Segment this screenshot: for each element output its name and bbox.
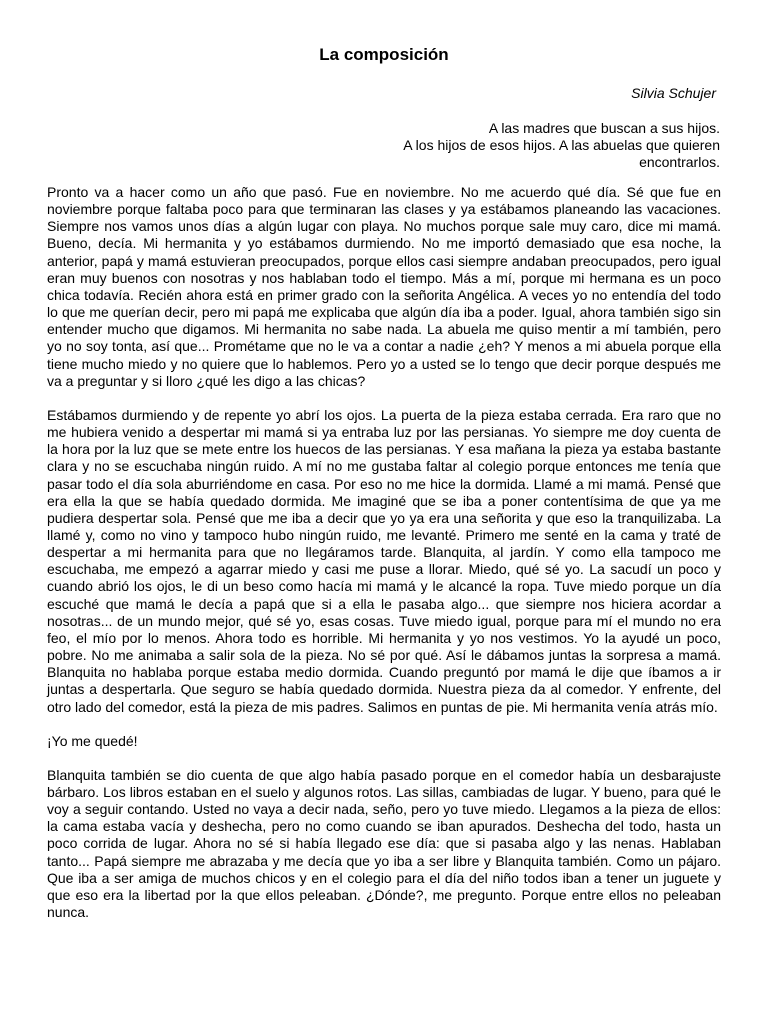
story-paragraph: ¡Yo me quedé! <box>47 732 138 749</box>
story-paragraph: Estábamos durmiendo y de repente yo abrí los ojos. La puerta de la pieza estaba cerrada. Era raro que no me hubiera venido a despertar mi mamá si ya entraba luz por las persianas. Yo siempre me doy cuenta de la hora por la luz que se mete entre los huecos de las persianas. Y esa mañana la pieza ya estaba bastante clara y no se escuchaba ningún ruido. A mí no me gustaba faltar al colegio porque entonces me tenía que pasar todo el día sola aburriéndome en casa. Por eso no me hice la dormida. Llamé a mi mamá. Pensé que era ella la que se había quedado dormida. Me imaginé que se iba a poner contentísima de que ya me pudiera despertar sola. Pensé que me iba a decir que yo ya era una señorita y que eso la tranquilizaba. La llamé y, como no vino y tampoco hubo ningún ruido, me levanté. Primero me senté en la cama y traté de despertar a mi hermanita para que no llegáramos tarde. Blanquita, al jardín. Y como ella tampoco me escuchaba, me empezó a agarrar miedo y casi me puse a llorar. Miedo, qué sé yo. La sacudí un poco y cuando abrió los ojos, le di un beso como hacía mi mamá y le alcancé la ropa. Tuve miedo porque un día escuché que mamá le decía a papá que si a ella le pasaba algo... que siempre nos hiciera acordar a nosotras... de un mundo mejor, qué sé yo, esas cosas. Tuve miedo igual, porque para mí el mundo no era feo, el mío por lo menos. Ahora todo es horrible. Mi hermanita y yo nos vestimos. Yo la ayudé un poco, pobre. No me animaba a salir sola de la pieza. No sé por qué. Así le dábamos juntas la sorpresa a mamá. Blanquita no hablaba porque estaba medio dormida. Cuando preguntó por mamá le dije que íbamos a ir juntas a despertarla. Que seguro se había quedado dormida. Nuestra pieza da al comedor. Y enfrente, del otro lado del comedor, está la pieza de mis padres. Salimos en puntas de pie. Mi hermanita venía atrás mío. <box>47 406 721 715</box>
author-name: Silvia Schujer <box>631 85 716 101</box>
document-title: La composición <box>319 45 449 64</box>
story-paragraph: Blanquita también se dio cuenta de que algo había pasado porque en el comedor había un desbarajuste bárbaro. Los libros estaban en el suelo y algunos rotos. Las sillas, cambiadas de lugar. Y bueno, para qué le voy a seguir contando. Usted no vaya a decir nada, seño, pero yo tuve miedo. Llegamos a la pieza de ellos: la cama estaba vacía y deshecha, pero no como cuando se iban apurados. Deshecha del todo, hasta un poco corrida de lugar. Ahora no sé si había llegado ese día: que si pasaba algo y las nenas. Hablaban tanto... Papá siempre me abrazaba y me decía que yo iba a ser libre y Blanquita también. Como un pájaro. Que iba a ser amiga de muchos chicos y en el colegio para el día del niño todos iban a tener un juguete y que eso era la libertad por la que ellos peleaban. ¿Dónde?, me pregunto. Porque entre ellos no peleaban nunca. <box>47 766 721 921</box>
dedication-line: A los hijos de esos hijos. A las abuelas que quieren <box>403 137 720 153</box>
dedication <box>300 120 720 171</box>
story-paragraph: Pronto va a hacer como un año que pasó. Fue en noviembre. No me acuerdo qué día. Sé que fue en noviembre porque faltaba poco para que terminaran las clases y ya estábamos planeando las vacaciones. Siempre nos vamos unos días a algún lugar con playa. No muchos porque sale muy caro, dice mi mamá. Bueno, decía. Mi hermanita y yo estábamos durmiendo. No me importó demasiado que esa noche, la anterior, papá y mamá estuvieran preocupados, porque ellos casi siempre andaban preocupados, pero igual eran muy buenos con nosotras y nos hablaban todo el tiempo. Más a mí, porque mi hermana es un poco chica todavía. Recién ahora está en primer grado con la señorita Angélica. A veces yo no entendía del todo lo que me querían decir, pero mi papá me explicaba que algún día iba a poder. Igual, ahora también sigo sin entender mucho que digamos. Mi hermanita no sabe nada. La abuela me quiso mentir a mí también, pero yo no soy tonta, así que... Prométame que no le va a contar a nadie ¿eh? Y menos a mi abuela porque ella tiene mucho miedo y no quiere que lo hablemos. Pero yo a usted se lo tengo que decir porque después me va a preguntar y si lloro ¿qué les digo a las chicas? <box>47 184 721 389</box>
dedication-line: A las madres que buscan a sus hijos. <box>488 120 720 136</box>
story-body <box>47 184 721 938</box>
dedication-line: encontrarlos. <box>639 154 720 170</box>
